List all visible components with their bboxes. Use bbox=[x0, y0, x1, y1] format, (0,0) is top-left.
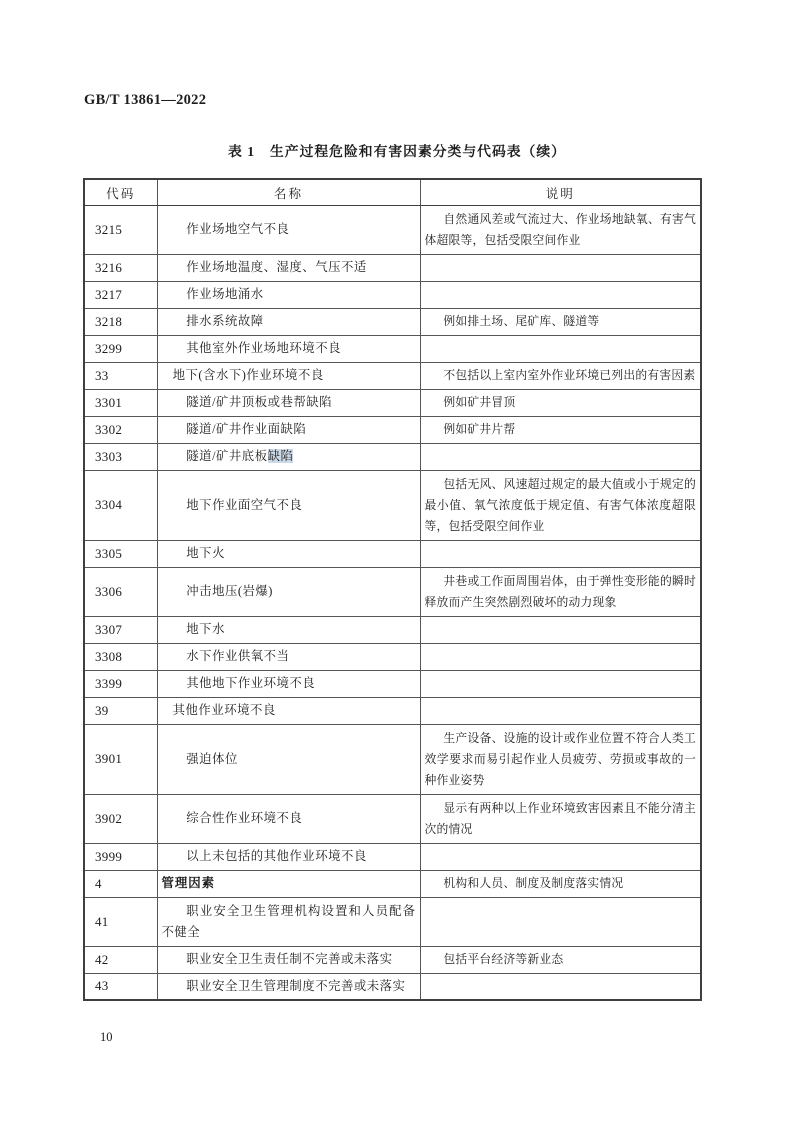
table-row bbox=[84, 205, 701, 254]
table-row bbox=[84, 670, 701, 697]
code-cell: 3302 bbox=[84, 416, 157, 443]
table-row bbox=[84, 254, 701, 281]
description-cell bbox=[420, 843, 701, 870]
name-cell: 以上未包括的其他作业环境不良 bbox=[157, 843, 420, 870]
name-cell: 职业安全卫生责任制不完善或未落实 bbox=[157, 946, 420, 973]
name-cell: 地下水 bbox=[157, 616, 420, 643]
description-cell bbox=[420, 443, 701, 470]
table-row bbox=[84, 643, 701, 670]
table-row bbox=[84, 416, 701, 443]
code-cell: 43 bbox=[84, 973, 157, 1000]
code-cell: 3304 bbox=[84, 470, 157, 540]
name-cell: 综合性作业环境不良 bbox=[157, 794, 420, 843]
description-cell bbox=[420, 897, 701, 946]
description-cell: 井巷或工作面周围岩体，由于弹性变形能的瞬时释放而产生突然剧烈破坏的动力现象 bbox=[420, 567, 701, 616]
description-cell bbox=[420, 670, 701, 697]
description-cell: 例如矿井片帮 bbox=[420, 416, 701, 443]
highlighted-text: 缺陷 bbox=[267, 449, 294, 463]
table-row bbox=[84, 870, 701, 897]
name-cell: 水下作业供氧不当 bbox=[157, 643, 420, 670]
table-row bbox=[84, 470, 701, 540]
code-cell: 3301 bbox=[84, 389, 157, 416]
code-cell: 3215 bbox=[84, 205, 157, 254]
description-cell: 生产设备、设施的设计或作业位置不符合人类工效学要求而易引起作业人员疲劳、劳损或事故的一种作业姿势 bbox=[420, 724, 701, 794]
header-row bbox=[84, 179, 701, 205]
description-cell: 显示有两种以上作业环境致害因素且不能分清主次的情况 bbox=[420, 794, 701, 843]
name-cell: 隧道/矿井顶板或巷帮缺陷 bbox=[157, 389, 420, 416]
code-cell: 3902 bbox=[84, 794, 157, 843]
hazard-code-table bbox=[83, 178, 702, 1001]
code-cell: 3308 bbox=[84, 643, 157, 670]
name-cell: 职业安全卫生管理机构设置和人员配备不健全 bbox=[157, 897, 420, 946]
name-cell: 隧道/矿井底板缺陷 bbox=[157, 443, 420, 470]
code-cell: 3901 bbox=[84, 724, 157, 794]
description-cell bbox=[420, 281, 701, 308]
table-header bbox=[84, 179, 701, 205]
code-cell: 42 bbox=[84, 946, 157, 973]
code-cell: 3303 bbox=[84, 443, 157, 470]
description-cell bbox=[420, 697, 701, 724]
code-cell: 3218 bbox=[84, 308, 157, 335]
table-row bbox=[84, 616, 701, 643]
description-cell bbox=[420, 254, 701, 281]
description-cell bbox=[420, 335, 701, 362]
description-cell: 包括无风、风速超过规定的最大值或小于规定的最小值、氧气浓度低于规定值、有害气体浓度超限等，包括受限空间作业 bbox=[420, 470, 701, 540]
description-cell bbox=[420, 540, 701, 567]
table-row bbox=[84, 389, 701, 416]
description-cell: 机构和人员、制度及制度落实情况 bbox=[420, 870, 701, 897]
description-cell: 自然通风差或气流过大、作业场地缺氧、有害气体超限等，包括受限空间作业 bbox=[420, 205, 701, 254]
table-row bbox=[84, 897, 701, 946]
table-row bbox=[84, 946, 701, 973]
table-body bbox=[84, 205, 701, 1000]
name-cell: 作业场地空气不良 bbox=[157, 205, 420, 254]
name-cell: 作业场地涌水 bbox=[157, 281, 420, 308]
column-header-code: 代码 bbox=[84, 179, 157, 205]
name-cell: 冲击地压(岩爆) bbox=[157, 567, 420, 616]
name-cell: 隧道/矿井作业面缺陷 bbox=[157, 416, 420, 443]
table-row bbox=[84, 843, 701, 870]
name-cell: 其他室外作业场地环境不良 bbox=[157, 335, 420, 362]
name-cell: 职业安全卫生管理制度不完善或未落实 bbox=[157, 973, 420, 1000]
table-row bbox=[84, 973, 701, 1000]
table-title: 表 1 生产过程危险和有害因素分类与代码表（续） bbox=[228, 144, 566, 159]
standard-number: GB/T 13861—2022 bbox=[84, 92, 207, 108]
code-cell: 3307 bbox=[84, 616, 157, 643]
code-cell: 3299 bbox=[84, 335, 157, 362]
code-cell: 3305 bbox=[84, 540, 157, 567]
code-cell: 3306 bbox=[84, 567, 157, 616]
table-row bbox=[84, 308, 701, 335]
name-cell: 地下作业面空气不良 bbox=[157, 470, 420, 540]
description-cell bbox=[420, 973, 701, 1000]
table-row bbox=[84, 443, 701, 470]
code-cell: 41 bbox=[84, 897, 157, 946]
code-cell: 33 bbox=[84, 362, 157, 389]
table-row bbox=[84, 281, 701, 308]
name-cell: 排水系统故障 bbox=[157, 308, 420, 335]
code-cell: 3399 bbox=[84, 670, 157, 697]
description-cell: 例如矿井冒顶 bbox=[420, 389, 701, 416]
name-cell: 作业场地温度、湿度、气压不适 bbox=[157, 254, 420, 281]
table-row bbox=[84, 567, 701, 616]
table-row bbox=[84, 724, 701, 794]
code-cell: 39 bbox=[84, 697, 157, 724]
description-cell bbox=[420, 643, 701, 670]
column-header-description: 说明 bbox=[420, 179, 701, 205]
code-cell: 3216 bbox=[84, 254, 157, 281]
name-cell: 地下火 bbox=[157, 540, 420, 567]
description-cell: 包括平台经济等新业态 bbox=[420, 946, 701, 973]
description-cell bbox=[420, 616, 701, 643]
table-row bbox=[84, 335, 701, 362]
code-cell: 3217 bbox=[84, 281, 157, 308]
table-row bbox=[84, 697, 701, 724]
name-cell: 其他作业环境不良 bbox=[157, 697, 420, 724]
table-row bbox=[84, 362, 701, 389]
table-row bbox=[84, 540, 701, 567]
name-cell: 其他地下作业环境不良 bbox=[157, 670, 420, 697]
name-cell: 地下(含水下)作业环境不良 bbox=[157, 362, 420, 389]
column-header-name: 名称 bbox=[157, 179, 420, 205]
name-cell: 管理因素 bbox=[157, 870, 420, 897]
description-cell: 不包括以上室内室外作业环境已列出的有害因素 bbox=[420, 362, 701, 389]
table-row bbox=[84, 794, 701, 843]
page-number: 10 bbox=[100, 1030, 113, 1044]
code-cell: 4 bbox=[84, 870, 157, 897]
code-cell: 3999 bbox=[84, 843, 157, 870]
description-cell: 例如排土场、尾矿库、隧道等 bbox=[420, 308, 701, 335]
name-cell: 强迫体位 bbox=[157, 724, 420, 794]
